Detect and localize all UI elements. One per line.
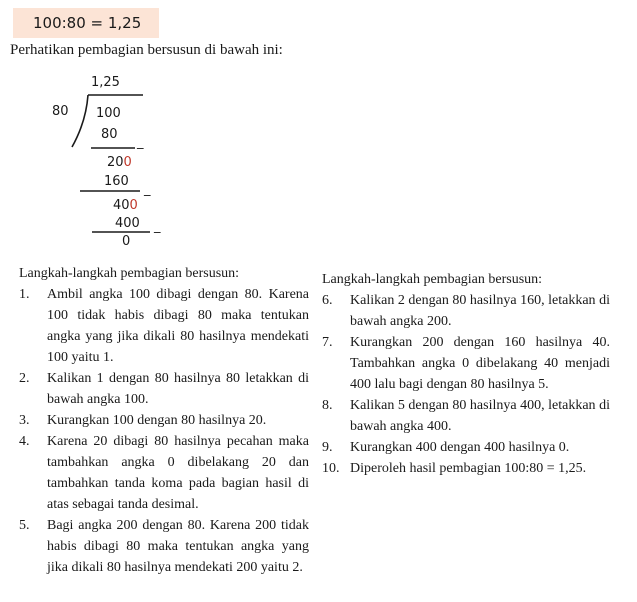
step-text: Diperoleh hasil pembagian 100:80 = 1,25. [350,461,587,476]
steps-title: Langkah-langkah pembagian bersusun: [322,272,543,287]
long-division [0,0,637,260]
step-number: 5. [19,518,30,533]
step-row-3: 160 [104,174,129,189]
step-row-4 [113,198,138,213]
remainder-prefix: 20 [107,155,124,170]
step-item [19,284,309,368]
steps-list [19,284,309,578]
step-item [19,410,309,431]
step-text: Ambil angka 100 dibagi dengan 80. Karena 100 tidak habis dibagi 80 maka tentukan angka yang jika dikali 80 hasilnya mendekati 100 yaitu 1. [47,287,309,365]
minus-sign-3: _ [154,219,161,234]
step-text: Kurangkan 400 dengan 400 hasilnya 0. [350,440,570,455]
step-text: Bagi angka 200 dengan 80. Karena 200 tidak habis dibagi 80 maka tentukan angka yang jika dikali 80 hasilnya mendekati 200 yaitu 2. [47,518,309,575]
minus-sign-1: _ [137,135,144,150]
step-item [322,395,610,437]
step-item [19,515,309,578]
divisor: 80 [52,104,69,119]
quotient: 1,25 [91,75,120,90]
step-number: 3. [19,413,30,428]
step-number: 2. [19,371,30,386]
step-row-5: 400 [115,216,140,231]
step-text: Kurangkan 100 dengan 80 hasilnya 20. [47,413,267,428]
step-item [19,368,309,410]
step-text: Kurangkan 200 dengan 160 hasilnya 40. Tambahkan angka 0 dibelakang 40 menjadi 400 lalu bagi dengan 80 hasilnya 5. [350,335,610,392]
steps-column-left [19,263,309,578]
step-item [322,458,610,479]
minus-sign-2: _ [144,182,151,197]
step-item [19,431,309,515]
step-row-1: 80 [101,127,118,142]
step-item [322,290,610,332]
step-number: 6. [322,293,333,308]
brought-down-digit: 0 [129,198,138,213]
step-number: 7. [322,335,333,350]
step-number: 9. [322,440,333,455]
steps-title: Langkah-langkah pembagian bersusun: [19,266,240,281]
steps-list [322,290,610,479]
step-item [322,332,610,395]
steps-column-right [322,269,610,479]
intro-text: Perhatikan pembagian bersusun di bawah ini: [10,42,283,58]
step-item [322,437,610,458]
dividend: 100 [96,106,121,121]
brought-down-digit: 0 [123,155,132,170]
step-number: 10. [322,461,340,476]
equation-text: 100:80 = 1,25 [33,14,142,32]
step-row-2 [107,155,132,170]
step-number: 8. [322,398,333,413]
step-number: 1. [19,287,30,302]
final-remainder: 0 [122,234,131,249]
division-bracket [72,95,88,147]
step-text: Kalikan 1 dengan 80 hasilnya 80 letakkan di bawah angka 100. [47,371,309,407]
step-number: 4. [19,434,30,449]
step-text: Kalikan 5 dengan 80 hasilnya 400, letakkan di bawah angka 400. [350,398,610,434]
remainder-prefix: 40 [113,198,130,213]
step-text: Karena 20 dibagi 80 hasilnya pecahan maka tambahkan angka 0 dibelakang 20 dan tambahkan tanda koma pada bagian hasil di atas sebagai tanda desimal. [47,434,309,512]
step-text: Kalikan 2 dengan 80 hasilnya 160, letakkan di bawah angka 200. [350,293,610,329]
